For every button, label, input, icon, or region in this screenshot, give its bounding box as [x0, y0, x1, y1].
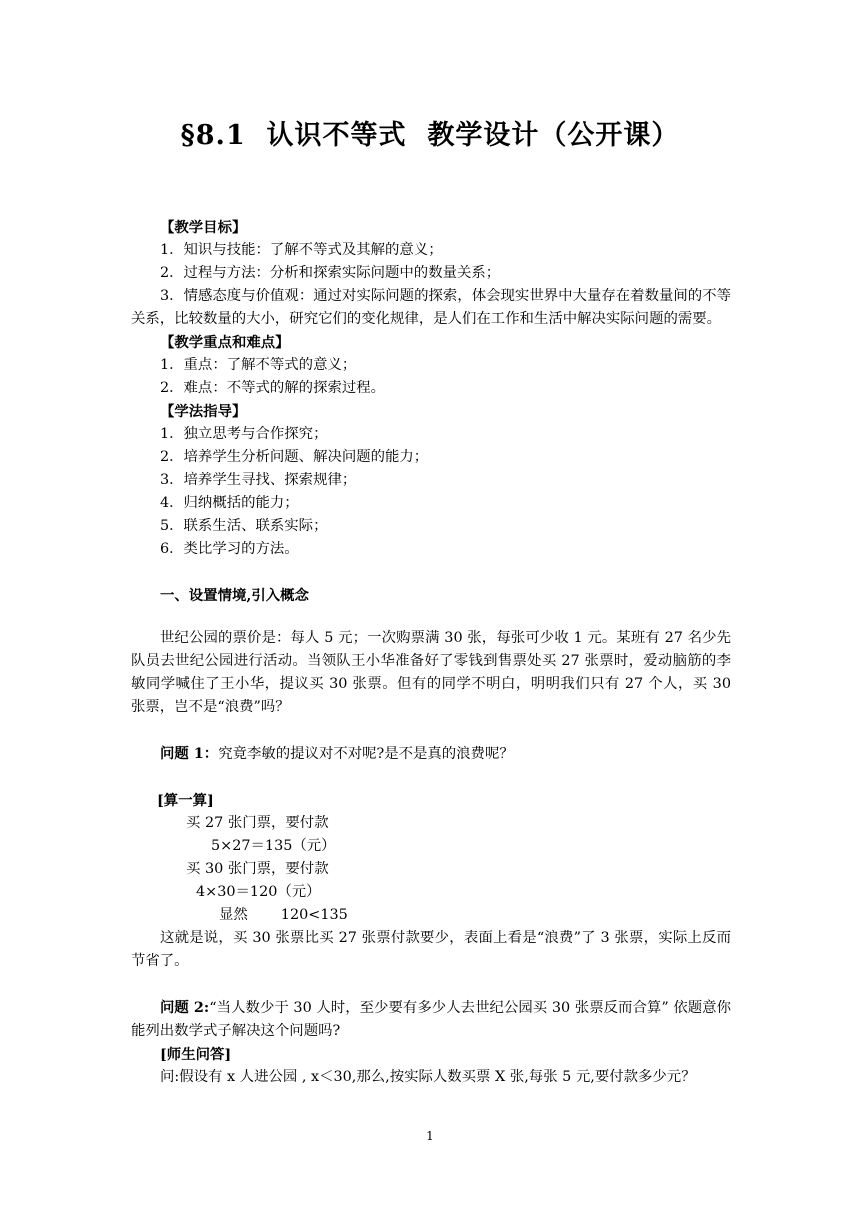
calc-heading: [算一算]	[157, 792, 214, 809]
page-title: §8.1 认识不等式 教学设计（公开课）	[180, 120, 680, 151]
calc-line-4: 4×30＝120（元）	[196, 884, 321, 900]
calc-line-5-word: 显然	[219, 907, 248, 923]
calc-line-5-expr: 120<135	[280, 907, 348, 923]
key-point-1: 1．重点：了解不等式的意义；	[160, 357, 357, 373]
method-item-3: 3．培养学生寻找、探索规律；	[160, 472, 357, 488]
goals-heading: 【教学目标】	[160, 219, 247, 236]
method-item-4: 4．归纳概括的能力；	[160, 495, 299, 511]
question-2-text: “当人数少于 30 人时，至少要有多少人去世纪公园买 30 张票反而合算” 依题意你能列出数学式子解决这个问题吗?	[131, 1000, 731, 1039]
spacer	[131, 607, 731, 627]
question-1-label: 问题 1：	[160, 745, 219, 762]
spacer	[131, 719, 731, 742]
spacer	[131, 766, 731, 789]
goal-item-3: 3．情感态度与价值观：通过对实际问题的探索，体会现实世界中大量存在着数量间的不等关系，比较数量的大小，研究它们的变化规律，是人们在工作和生活中解决实际问题的需要。	[131, 288, 731, 327]
question-1-text: 究竟李敏的提议对不对呢?是不是真的浪费呢？	[218, 746, 514, 762]
qa-line: 问:假设有 x 人进公园 , x＜30,那么,按实际人数买票 X 张,每张 5 元,要付款多少元？	[160, 1069, 696, 1085]
conclusion-paragraph: 这就是说，买 30 张票比买 27 张票付款要少，表面上看是“浪费”了 3 张票，实际上反而节省了。	[131, 930, 731, 969]
calc-line-5	[131, 904, 731, 927]
page-number: 1	[426, 1129, 434, 1143]
methods-heading: 【学法指导】	[160, 403, 247, 420]
method-item-1: 1．独立思考与合作探究；	[160, 426, 328, 442]
question-2	[131, 996, 731, 1043]
scenario-paragraph: 世纪公园的票价是：每人 5 元；一次购票满 30 张，每张可少收 1 元。某班有 27 名少先队员去世纪公园进行活动。当领队王小华准备好了零钱到售票处买 27 张票时，爱动脑筋的李敏同学喊住了王小华，提议买 30 张票。但有的同学不明白，明明我们只有 27 个人，买 30 张票，岂不是“浪费”吗？	[131, 630, 731, 715]
qa-heading: [师生问答]	[160, 1046, 232, 1063]
spacer	[131, 561, 731, 584]
question-2-label: 问题 2:	[160, 999, 210, 1016]
key-points-heading: 【教学重点和难点】	[160, 334, 290, 351]
spacer	[131, 973, 731, 996]
question-1	[131, 742, 731, 766]
calc-line-2: 5×27＝135（元）	[211, 838, 336, 854]
method-item-2: 2．培养学生分析问题、解决问题的能力；	[160, 449, 429, 465]
key-point-2: 2．难点：不等式的解的探索过程。	[160, 380, 386, 396]
method-item-6: 6．类比学习的方法。	[160, 541, 299, 557]
calc-line-1: 买 27 张门票，要付款	[186, 815, 329, 831]
calc-line-3: 买 30 张门票，要付款	[186, 861, 329, 877]
section1-heading: 一、设置情境,引入概念	[160, 587, 309, 604]
goal-item-2: 2．过程与方法：分析和探索实际问题中的数量关系；	[160, 265, 501, 281]
document-body	[131, 216, 731, 1089]
method-item-5: 5．联系生活、联系实际；	[160, 518, 328, 534]
goal-item-1: 1．知识与技能：了解不等式及其解的意义；	[160, 242, 443, 258]
